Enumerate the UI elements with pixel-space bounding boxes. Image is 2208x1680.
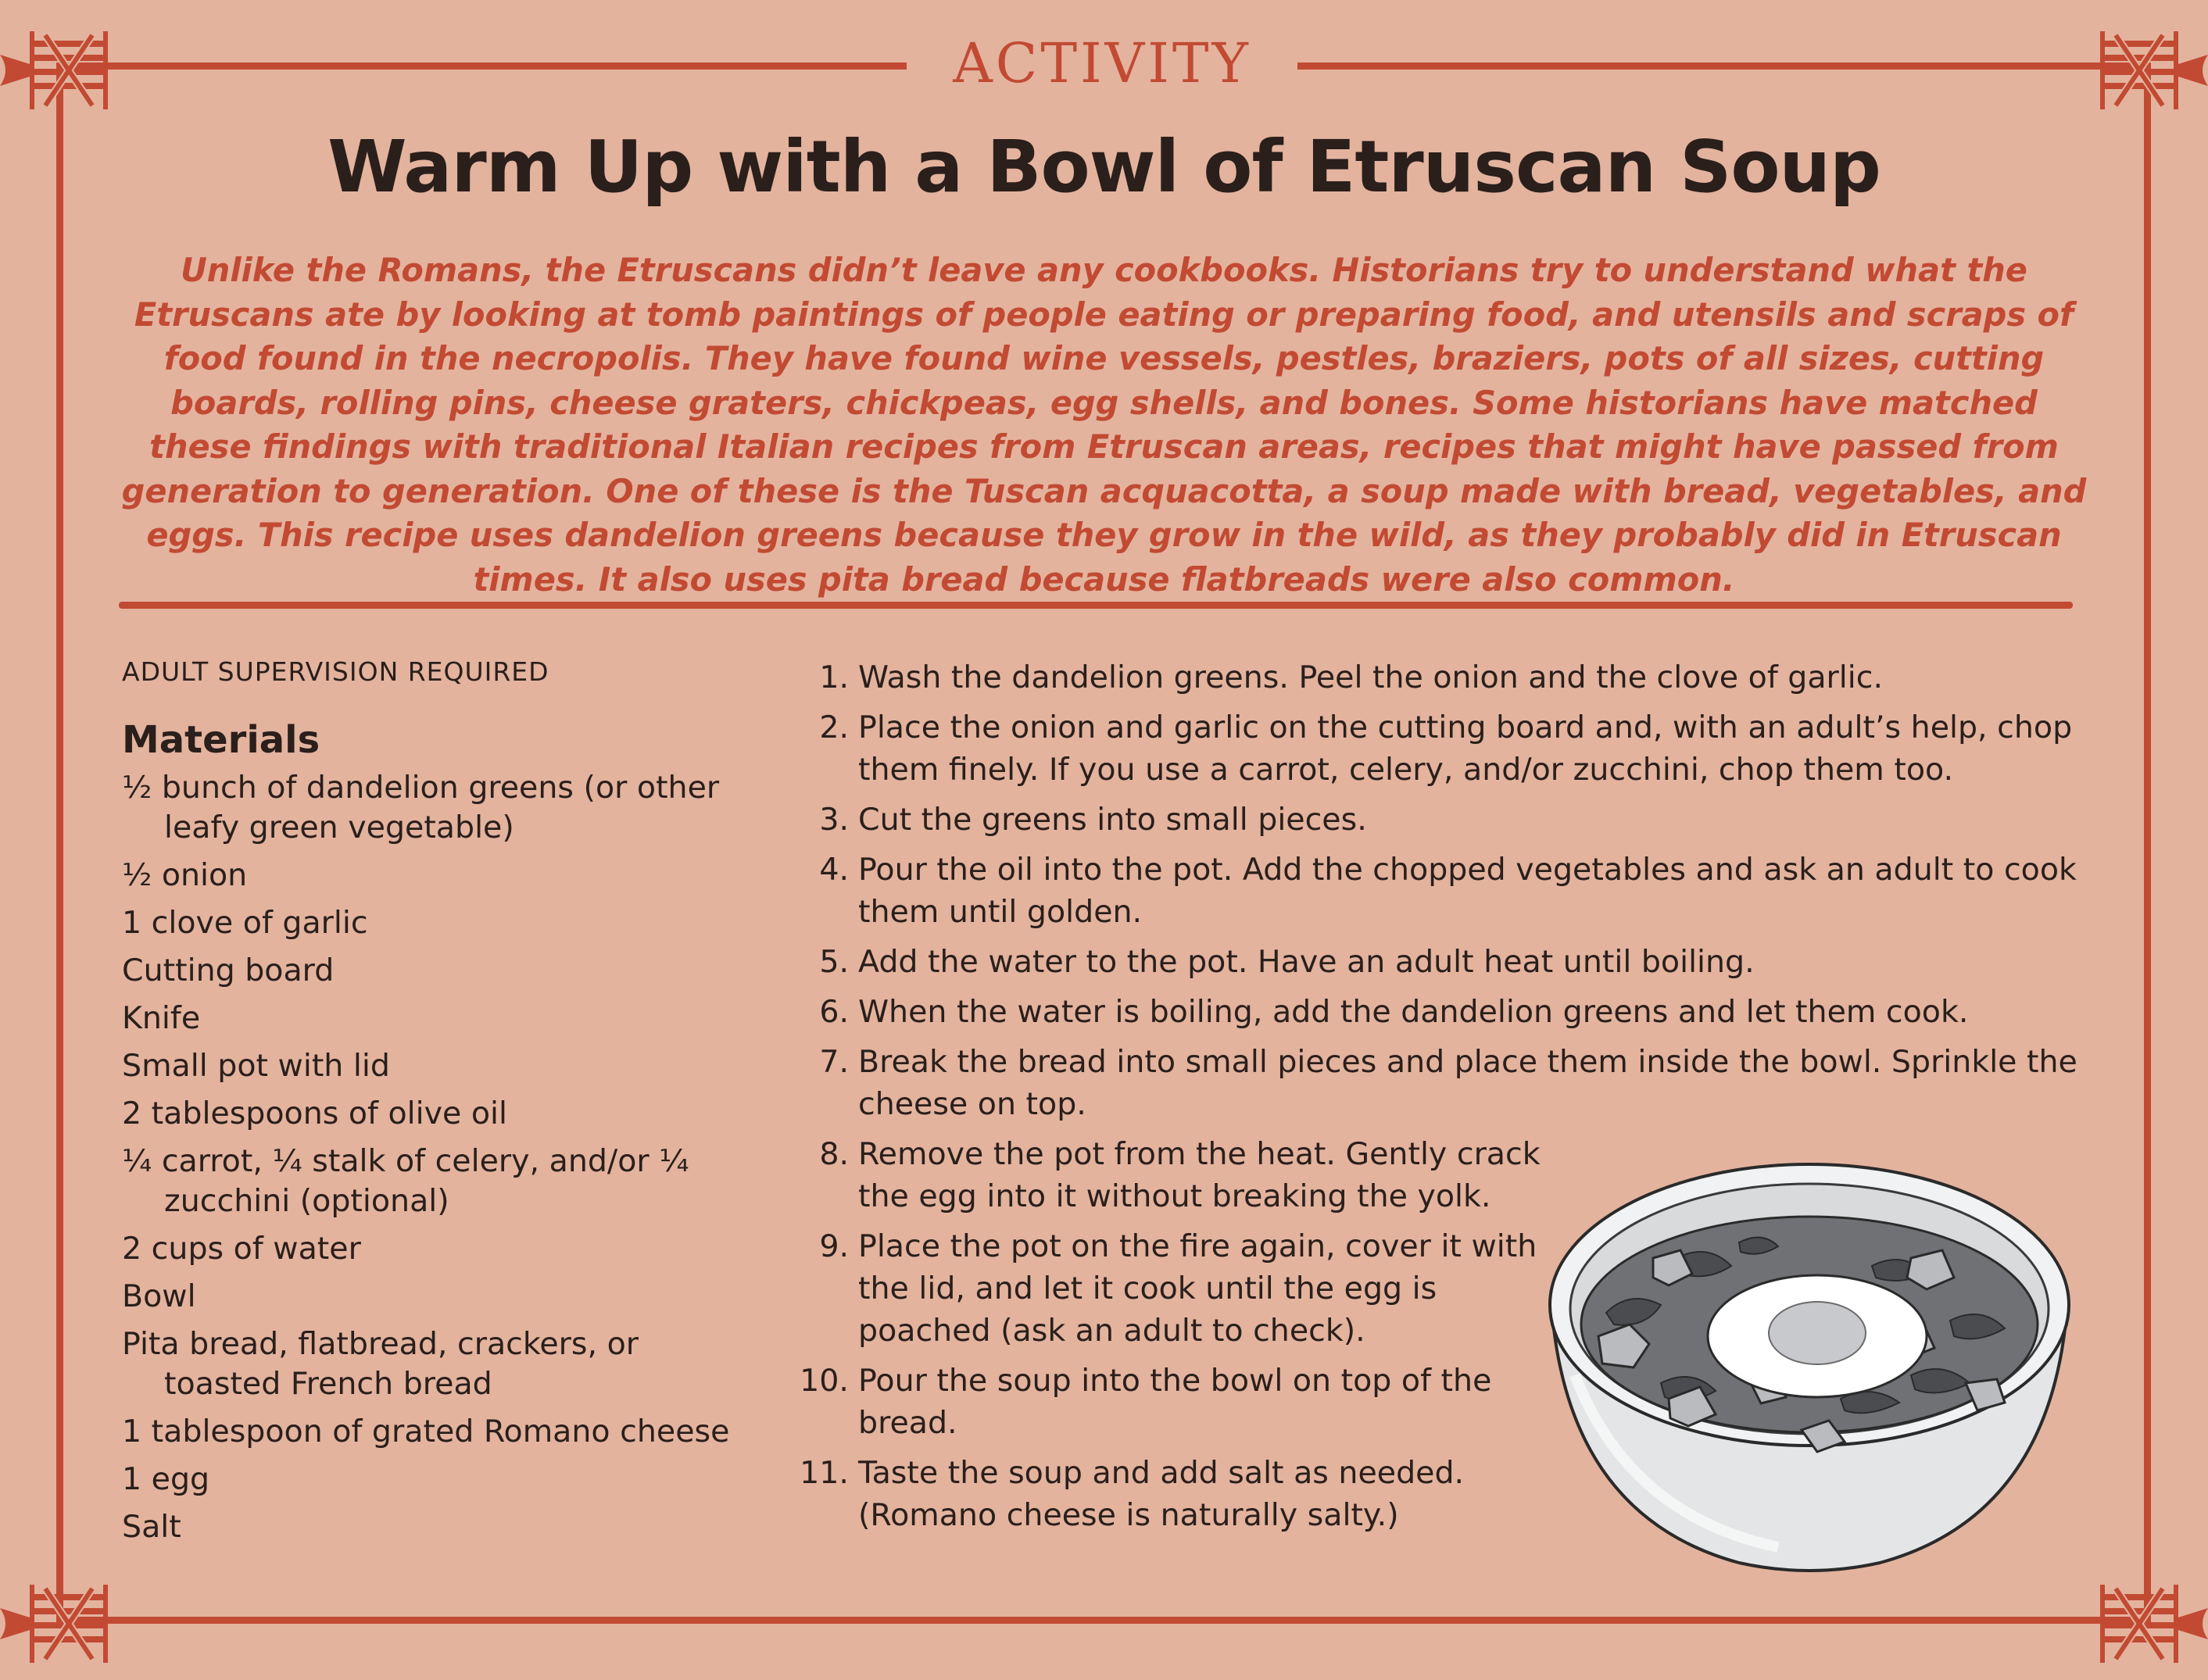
corner-ornament-icon [0, 23, 117, 117]
step-number: 8. [819, 1136, 849, 1172]
materials-item: ½ bunch of dandelion greens (or other leafy green vegetable) [122, 770, 720, 845]
step-item [789, 1360, 1562, 1444]
step-item [789, 1041, 2079, 1125]
materials-item: Pita bread, flatbread, crackers, or toasted French bread [122, 1326, 639, 1402]
step-text: Remove the pot from the heat. Gently crack the egg into it without breaking the yolk. [858, 1136, 1541, 1214]
materials-item: ¼ carrot, ¼ stalk of celery, and/or ¼ zucchini (optional) [122, 1143, 689, 1219]
step-number: 5. [819, 944, 849, 980]
step-text: Add the water to the pot. Have an adult heat until boiling. [858, 944, 1755, 980]
materials-item: ½ onion [122, 857, 248, 893]
corner-ornament-icon [2091, 1577, 2208, 1671]
step-item [789, 656, 2079, 699]
materials-item: Bowl [122, 1278, 196, 1314]
step-text: Cut the greens into small pieces. [858, 802, 1367, 838]
step-number: 7. [819, 1044, 849, 1080]
step-item [789, 941, 2079, 983]
step-text: Place the pot on the fire again, cover it with the lid, and let it cook until the egg is poached (ask an adult to check). [858, 1228, 1537, 1349]
step-number: 3. [819, 802, 849, 838]
materials-item: 1 egg [122, 1461, 210, 1497]
supervision-notice: ADULT SUPERVISION REQUIRED [122, 656, 549, 687]
step-text: Pour the oil into the pot. Add the chopped vegetables and ask an adult to cook them until golden. [858, 852, 2077, 930]
step-text: Taste the soup and add salt as needed. (Romano cheese is naturally salty.) [858, 1455, 1465, 1533]
corner-ornament-icon [2091, 23, 2208, 117]
step-text: Pour the soup into the bowl on top of the bread. [858, 1363, 1492, 1441]
step-text: Place the onion and garlic on the cutting board and, with an adult’s help, chop them finely. If you use a carrot, celery, and/or zucchini, chop them too. [858, 710, 2073, 788]
step-item [789, 799, 2079, 841]
step-number: 10. [800, 1363, 849, 1399]
materials-item: Knife [122, 1000, 201, 1036]
materials-item: 2 cups of water [122, 1231, 361, 1267]
intro-paragraph: Unlike the Romans, the Etruscans didn’t leave any cookbooks. Historians try to understand what the Etruscans ate by looking at tomb paintings of people eating or preparing food, and utensils and scraps of food found in the necropolis. They have found wine vessels, pestles, braziers, pots of all sizes, cutting boards, rolling pins, cheese graters, chickpeas, egg shells, and bones. Some historians have matched these findings with traditional Italian recipes from Etruscan areas, recipes that might have passed from generation to generation. One of these is the Tuscan acquacotta, a soup made with bread, vegetables, and eggs. This recipe uses dandelion greens because they grow in the wild, as they probably did in Etruscan times. It also uses pita bread because flatbreads were also common. [121, 251, 2087, 599]
section-divider [119, 602, 2073, 609]
soup-bowl-illustration [1544, 1149, 2075, 1586]
step-item [789, 1225, 1562, 1352]
step-item [789, 1133, 1562, 1217]
materials-item: Salt [122, 1509, 181, 1545]
step-item [789, 706, 2079, 791]
activity-label: ACTIVITY [953, 31, 1251, 95]
step-number: 6. [819, 994, 849, 1030]
step-item [789, 849, 2079, 933]
step-item [789, 1452, 1562, 1536]
step-number: 1. [819, 659, 849, 695]
step-number: 4. [819, 852, 849, 888]
step-number: 9. [819, 1228, 849, 1264]
materials-item: 2 tablespoons of olive oil [122, 1096, 507, 1131]
step-number: 2. [819, 710, 849, 745]
step-text: When the water is boiling, add the dandelion greens and let them cook. [858, 994, 1969, 1030]
materials-column [122, 656, 747, 1555]
materials-list [122, 768, 747, 1547]
materials-item: 1 tablespoon of grated Romano cheese [122, 1414, 730, 1449]
step-text: Wash the dandelion greens. Peel the onion and the clove of garlic. [858, 659, 1884, 695]
step-text: Break the bread into small pieces and place them inside the bowl. Sprinkle the cheese on top. [858, 1044, 2077, 1122]
materials-item: Small pot with lid [122, 1048, 390, 1084]
corner-ornament-icon [0, 1577, 117, 1671]
materials-item: Cutting board [122, 953, 335, 988]
step-number: 11. [800, 1455, 849, 1491]
page-title: Warm Up with a Bowl of Etruscan Soup [327, 125, 1881, 209]
materials-heading: Materials [122, 718, 320, 762]
materials-item: 1 clove of garlic [122, 905, 368, 941]
step-item [789, 991, 2079, 1033]
